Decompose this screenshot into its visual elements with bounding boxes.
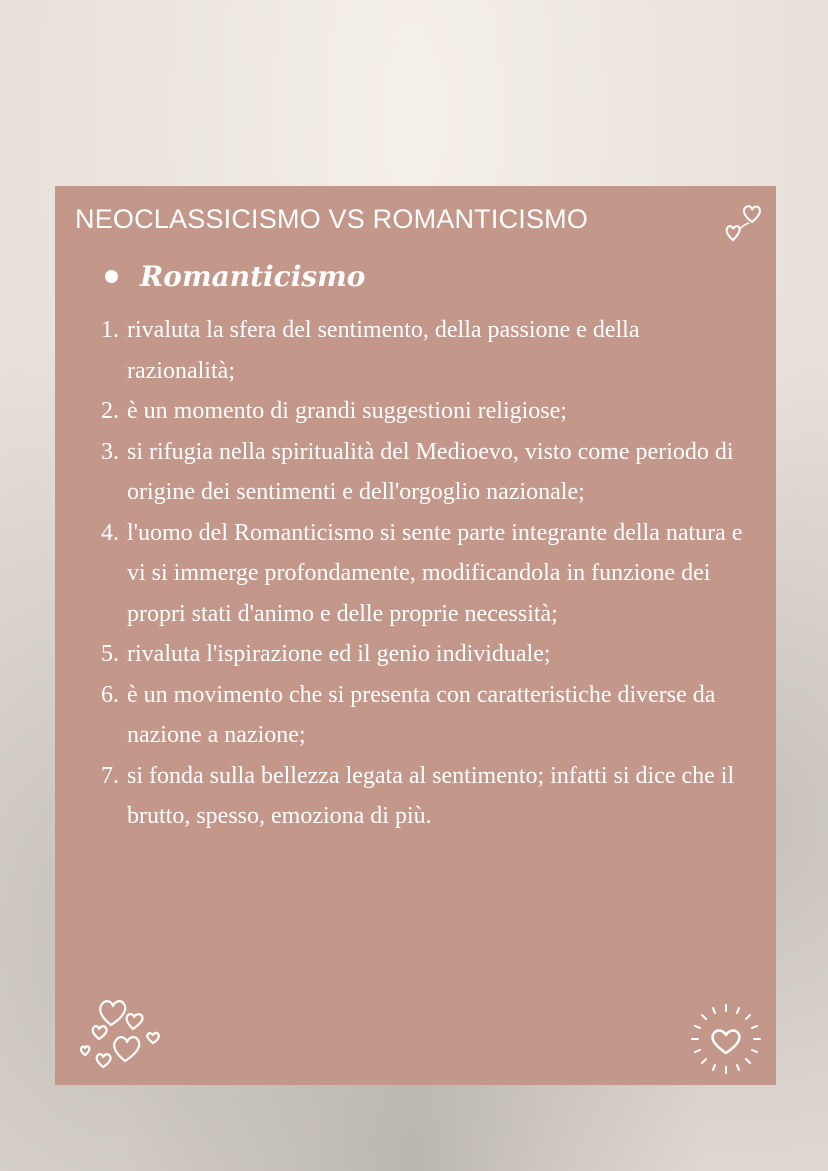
list-item [101, 432, 751, 513]
item-text: è un movimento che si presenta con caratteristiche diverse da nazione a nazione; [127, 681, 716, 748]
bullet-dot [105, 270, 118, 283]
item-text: è un momento di grandi suggestioni religiose; [127, 398, 567, 424]
list-item [101, 756, 751, 837]
list-item [101, 513, 751, 635]
item-number: 3. [101, 438, 119, 465]
list-item [101, 675, 751, 756]
item-text: si fonda sulla bellezza legata al sentimento; infatti si dice che il brutto, spesso, emoziona di più. [127, 762, 735, 829]
item-number: 4. [101, 519, 119, 546]
heart-sun-icon [686, 999, 766, 1079]
item-number: 5. [101, 641, 119, 667]
item-number: 2. [101, 398, 119, 424]
item-text: rivaluta la sfera del sentimento, della passione e della razionalità; [127, 317, 640, 384]
content-card [55, 186, 776, 1085]
two-hearts-icon [722, 200, 766, 244]
list-item [101, 310, 751, 391]
section-heading-text: Romanticismo [140, 260, 366, 293]
item-number: 1. [101, 317, 119, 343]
item-text: l'uomo del Romanticismo si sente parte integrante della natura e vi si immerge profondamente, modificandola in funzione dei propri stati d'animo e delle proprie necessità; [127, 519, 743, 627]
item-list [101, 310, 751, 837]
heart-cluster-icon [73, 989, 169, 1077]
list-item [101, 634, 751, 675]
item-number: 6. [101, 681, 119, 708]
item-text: si rifugia nella spiritualità del Medioevo, visto come periodo di origine dei sentimenti e dell'orgoglio nazionale; [127, 438, 734, 505]
section-heading [105, 260, 365, 293]
page-title: NEOCLASSICISMO VS ROMANTICISMO [75, 204, 589, 234]
item-text: rivaluta l'ispirazione ed il genio individuale; [127, 641, 551, 667]
item-number: 7. [101, 762, 119, 789]
list-item [101, 391, 751, 432]
